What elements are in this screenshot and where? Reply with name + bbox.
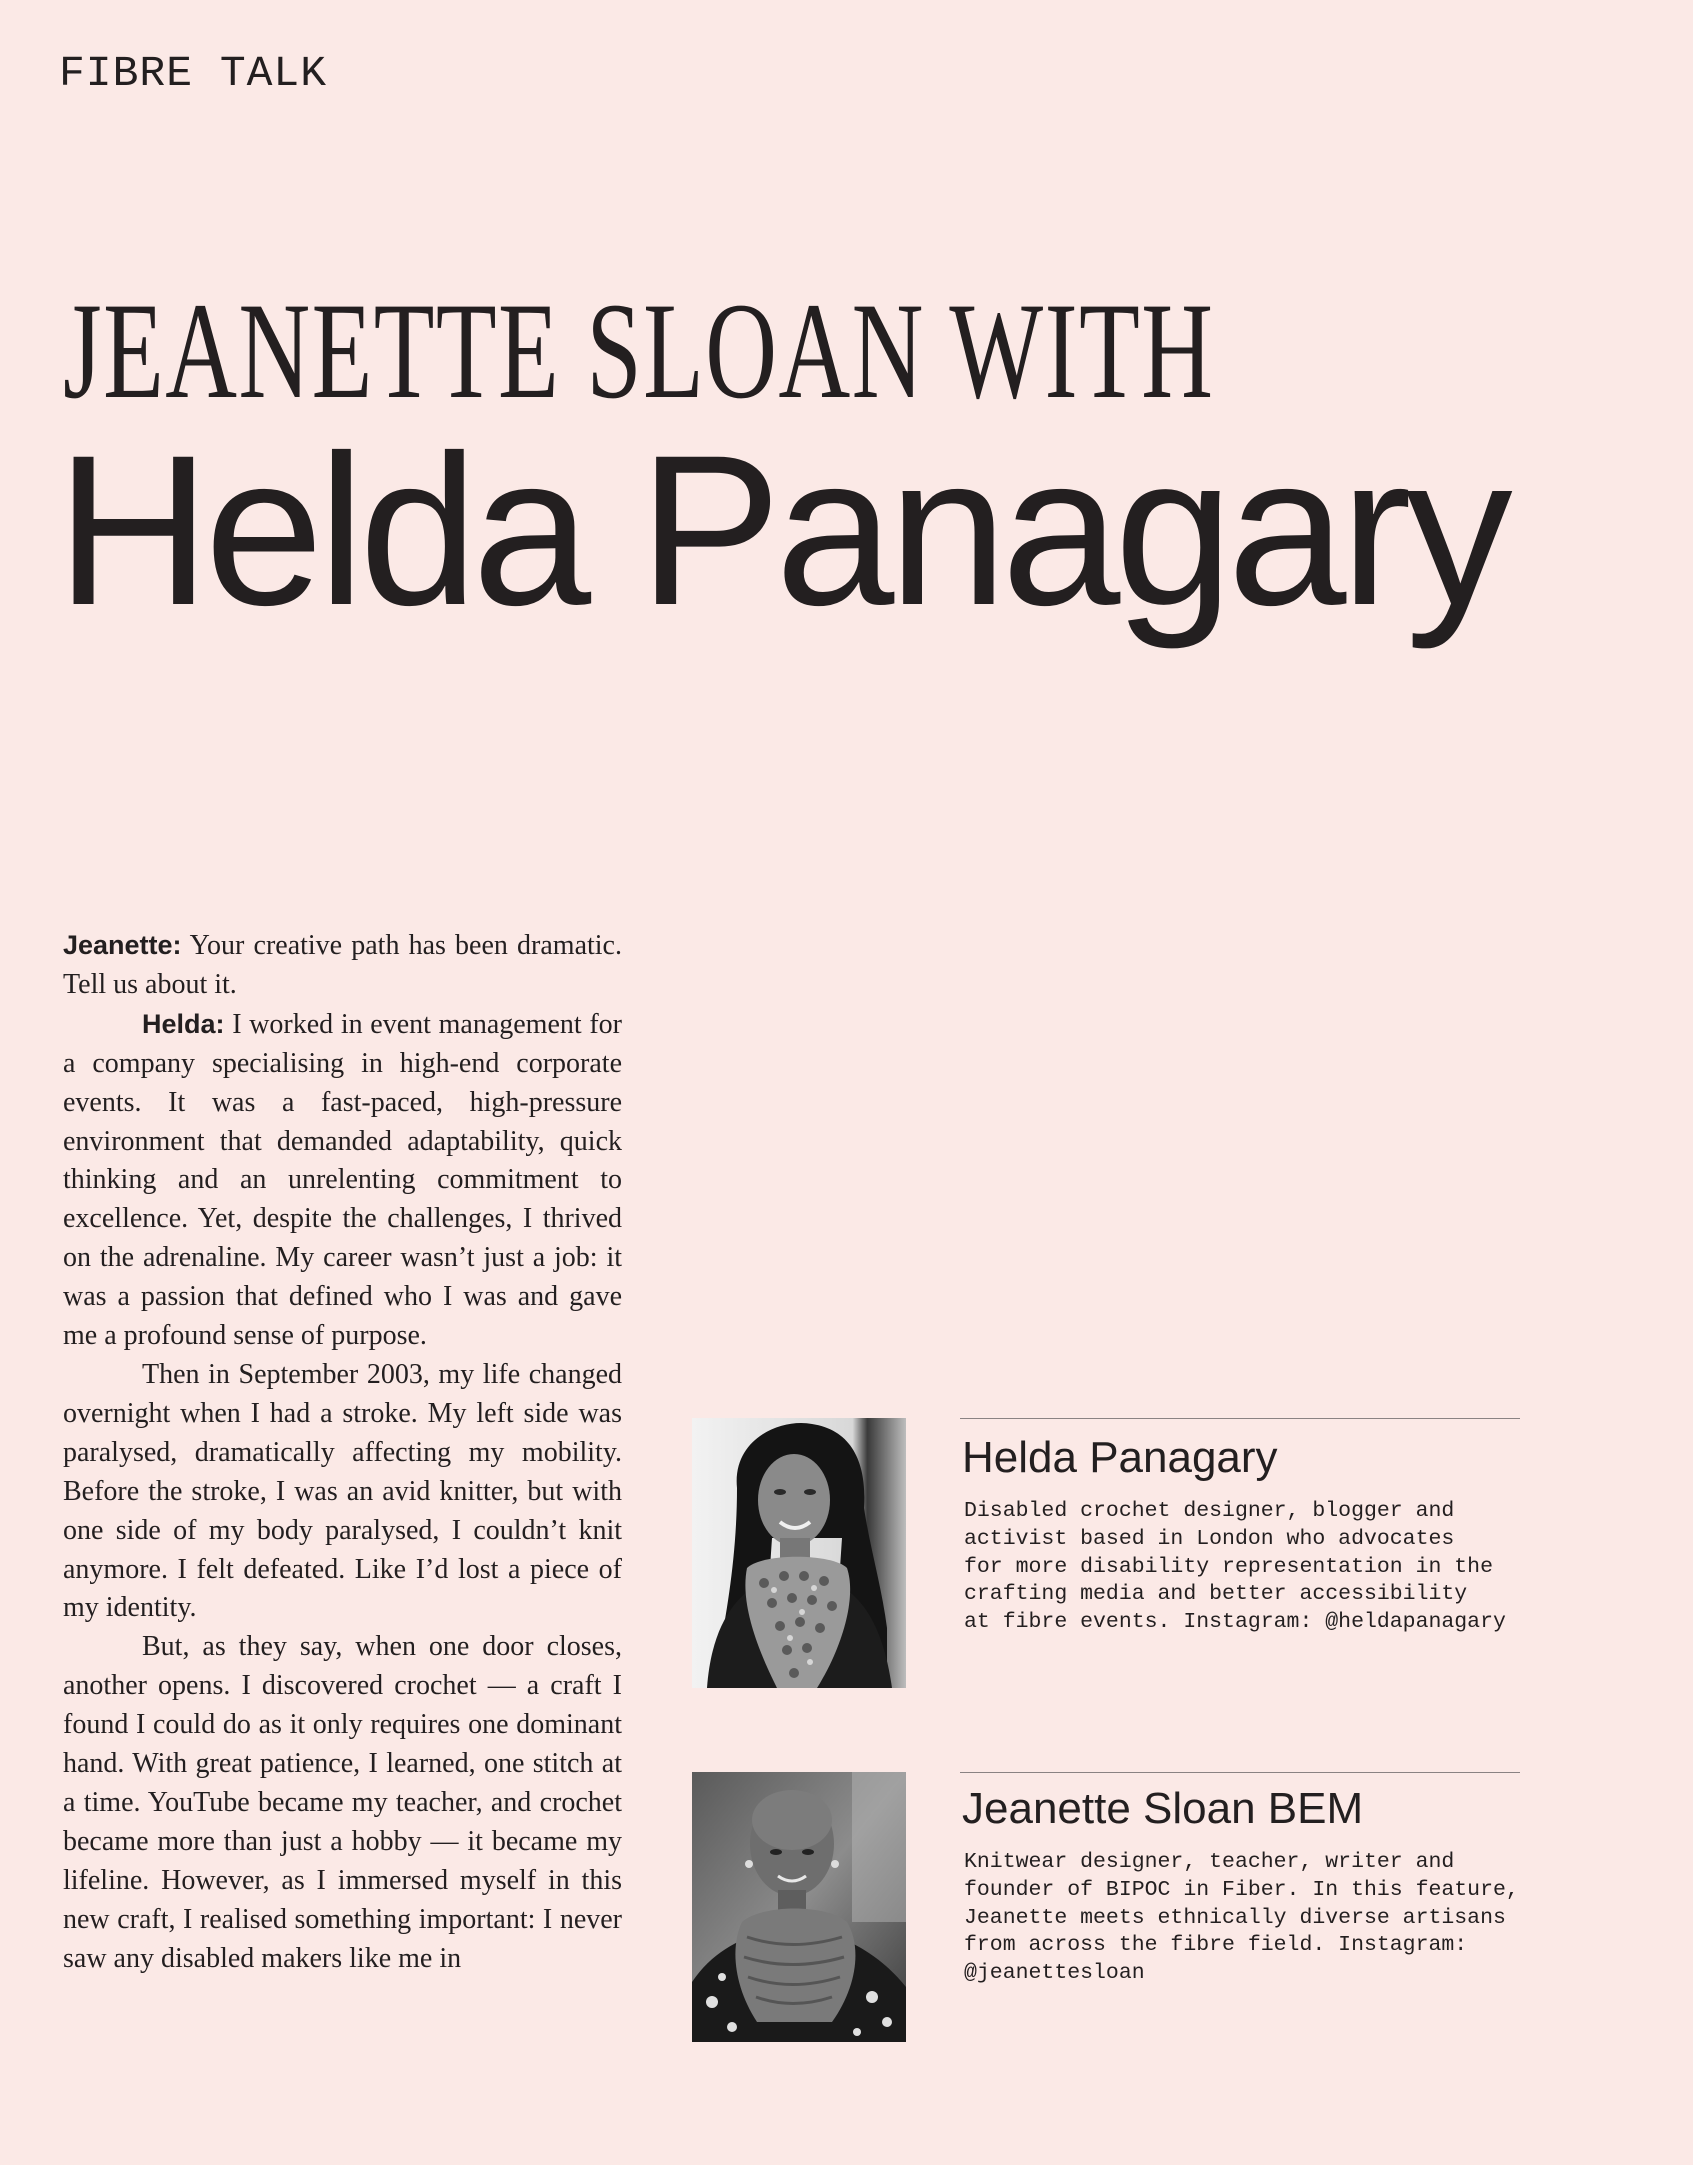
- paragraph-text: Your creative path has been dramatic. Tell us about it.: [63, 930, 622, 1000]
- article-paragraph: [63, 926, 622, 1005]
- portrait-photo-helda: [692, 1418, 906, 1688]
- article-paragraph: [63, 1356, 622, 1628]
- paragraph-text: But, as they say, when one door closes, another opens. I discovered crochet — a craft I found I could do as it only requires one dominant hand. With great patience, I learned, one stitch at a time. YouTube became my teacher, and crochet became more than just a hobby — it became my lifeline. However, as I immersed myself in this new craft, I realised something important: I never saw any disabled makers like me in: [63, 1631, 622, 1974]
- portrait-photo-jeanette: [692, 1772, 906, 2042]
- paragraph-text: I worked in event management for a company specialising in high-end corporate events. It was a fast-paced, high-pressure environment that demanded adaptability, quick thinking and an unrelenting commitment to excellence. Yet, despite the challenges, I thrived on the adrenaline. My career wasn’t just a job: it was a passion that defined who I was and gave me a profound sense of purpose.: [63, 1008, 622, 1352]
- divider-rule: [960, 1418, 1520, 1419]
- bio-text: Disabled crochet designer, blogger and activist based in London who advocates for more disability representation in the crafting media and better accessibility at fibre events. Instagram: @heldapanagary: [964, 1499, 1506, 1635]
- headline-kicker: JEANETTE SLOAN WITH: [63, 274, 1215, 427]
- divider-rule: [960, 1772, 1520, 1773]
- section-label: FIBRE TALK: [59, 49, 328, 98]
- bio-text: Knitwear designer, teacher, writer and founder of BIPOC in Fiber. In this feature, Jeanette meets ethnically diverse artisans from across the fibre field. Instagram: @jeanettesloan: [964, 1850, 1519, 1986]
- speaker-label: Helda:: [142, 1008, 225, 1039]
- article-paragraph: [63, 1005, 622, 1356]
- article-paragraph: [63, 1628, 622, 1978]
- speaker-label: Jeanette:: [63, 930, 182, 960]
- bio-name: Jeanette Sloan BEM: [962, 1784, 1364, 1833]
- bio-name: Helda Panagary: [962, 1433, 1278, 1482]
- article-body: [63, 926, 622, 2046]
- headline-name: Helda Panagary: [56, 411, 1507, 650]
- paragraph-text: Then in September 2003, my life changed overnight when I had a stroke. My left side was paralysed, dramatically affecting my mobility. Before the stroke, I was an avid knitter, but with one side of my body paralysed, I couldn’t knit anymore. I felt defeated. Like I’d lost a piece of my identity.: [63, 1358, 622, 1624]
